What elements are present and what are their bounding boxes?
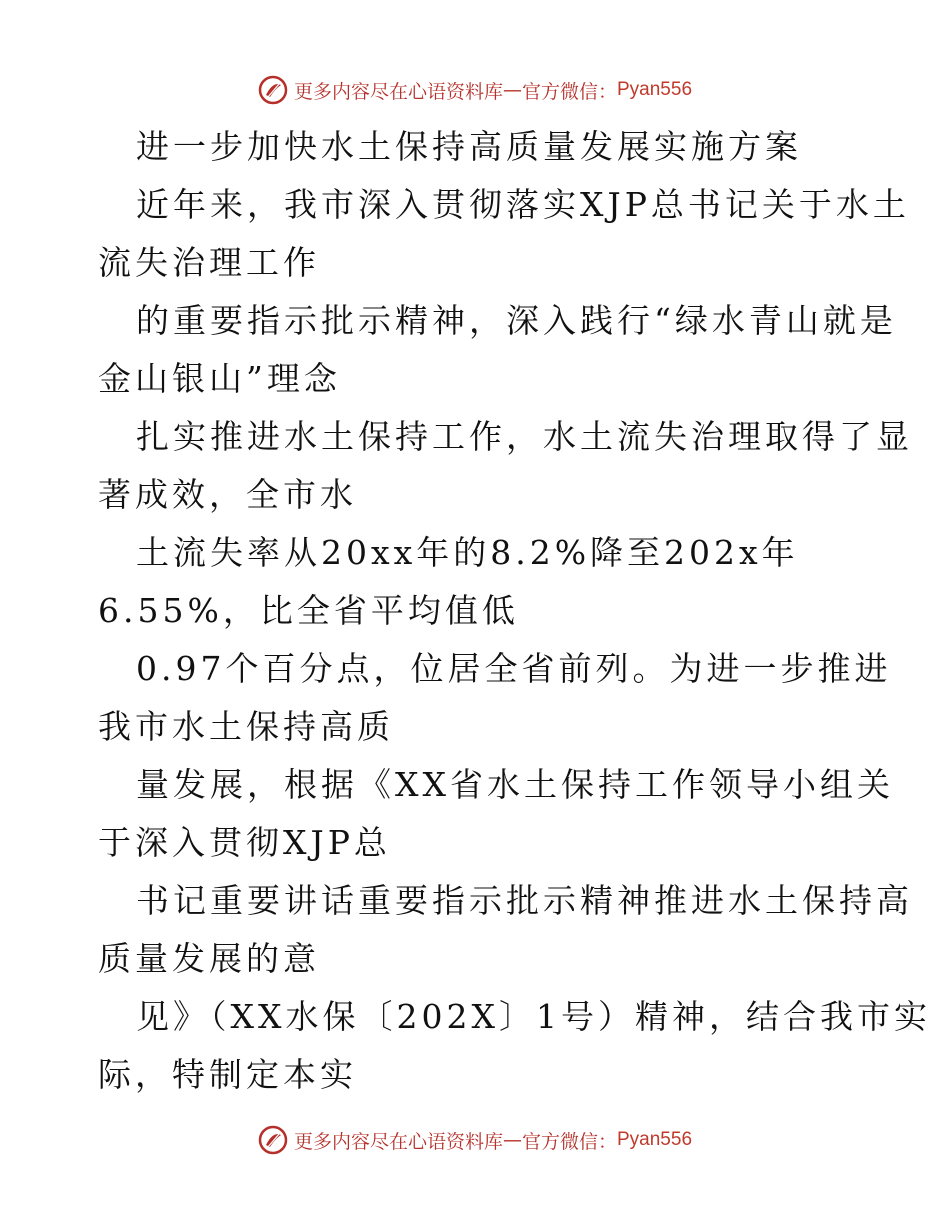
paragraph-line: 我市水土保持高质 [98, 707, 394, 746]
paragraph-line: 书记重要讲话重要指示批示精神推进水土保持高 [136, 881, 913, 920]
paragraph-line: 扎实推进水土保持工作，水土流失治理取得了显 [136, 417, 913, 456]
paragraph-line: 著成效，全市水 [98, 475, 357, 514]
banner-wechat-id: Pyan556 [617, 1129, 693, 1150]
banner-contact-label: 官方微信： [521, 80, 617, 103]
paragraph-line: 近年来，我市深入贯彻落实XJP总书记关于水土 [136, 185, 910, 224]
banner-contact-label: 官方微信： [521, 1130, 617, 1153]
paragraph-line: 0.97个百分点，位居全省前列。为进一步推进 [136, 649, 892, 688]
header-banner [0, 70, 950, 110]
banner-dash: — [502, 79, 522, 101]
document-title: 进一步加快水土保持高质量发展实施方案 [136, 127, 802, 166]
banner-wechat-id: Pyan556 [617, 79, 693, 100]
paragraph-line: 于深入贯彻XJP总 [98, 823, 391, 862]
paragraph-line: 量发展，根据《XX省水土保持工作领导小组关 [136, 765, 894, 804]
banner-dash: — [502, 1129, 522, 1151]
paragraph-line: 流失治理工作 [98, 243, 320, 282]
logo-icon [258, 1125, 288, 1155]
paragraph-line: 际，特制定本实 [98, 1055, 357, 1094]
paragraph-line: 金山银山”理念 [98, 359, 341, 398]
paragraph-line: 质量发展的意 [98, 939, 320, 978]
footer-banner [0, 1120, 950, 1160]
paragraph-line: 的重要指示批示精神，深入践行“绿水青山就是 [136, 301, 897, 340]
paragraph-line: 6.55%，比全省平均值低 [98, 591, 519, 630]
document-body [98, 118, 931, 1104]
banner-brand: 更多内容尽在心语资料库 [293, 80, 503, 103]
logo-icon [258, 75, 288, 105]
banner-brand: 更多内容尽在心语资料库 [293, 1130, 503, 1153]
paragraph-line: 见》（XX水保〔202X〕1号）精神，结合我市实 [136, 997, 931, 1036]
paragraph-line: 土流失率从20xx年的8.2%降至202x年 [136, 533, 799, 572]
